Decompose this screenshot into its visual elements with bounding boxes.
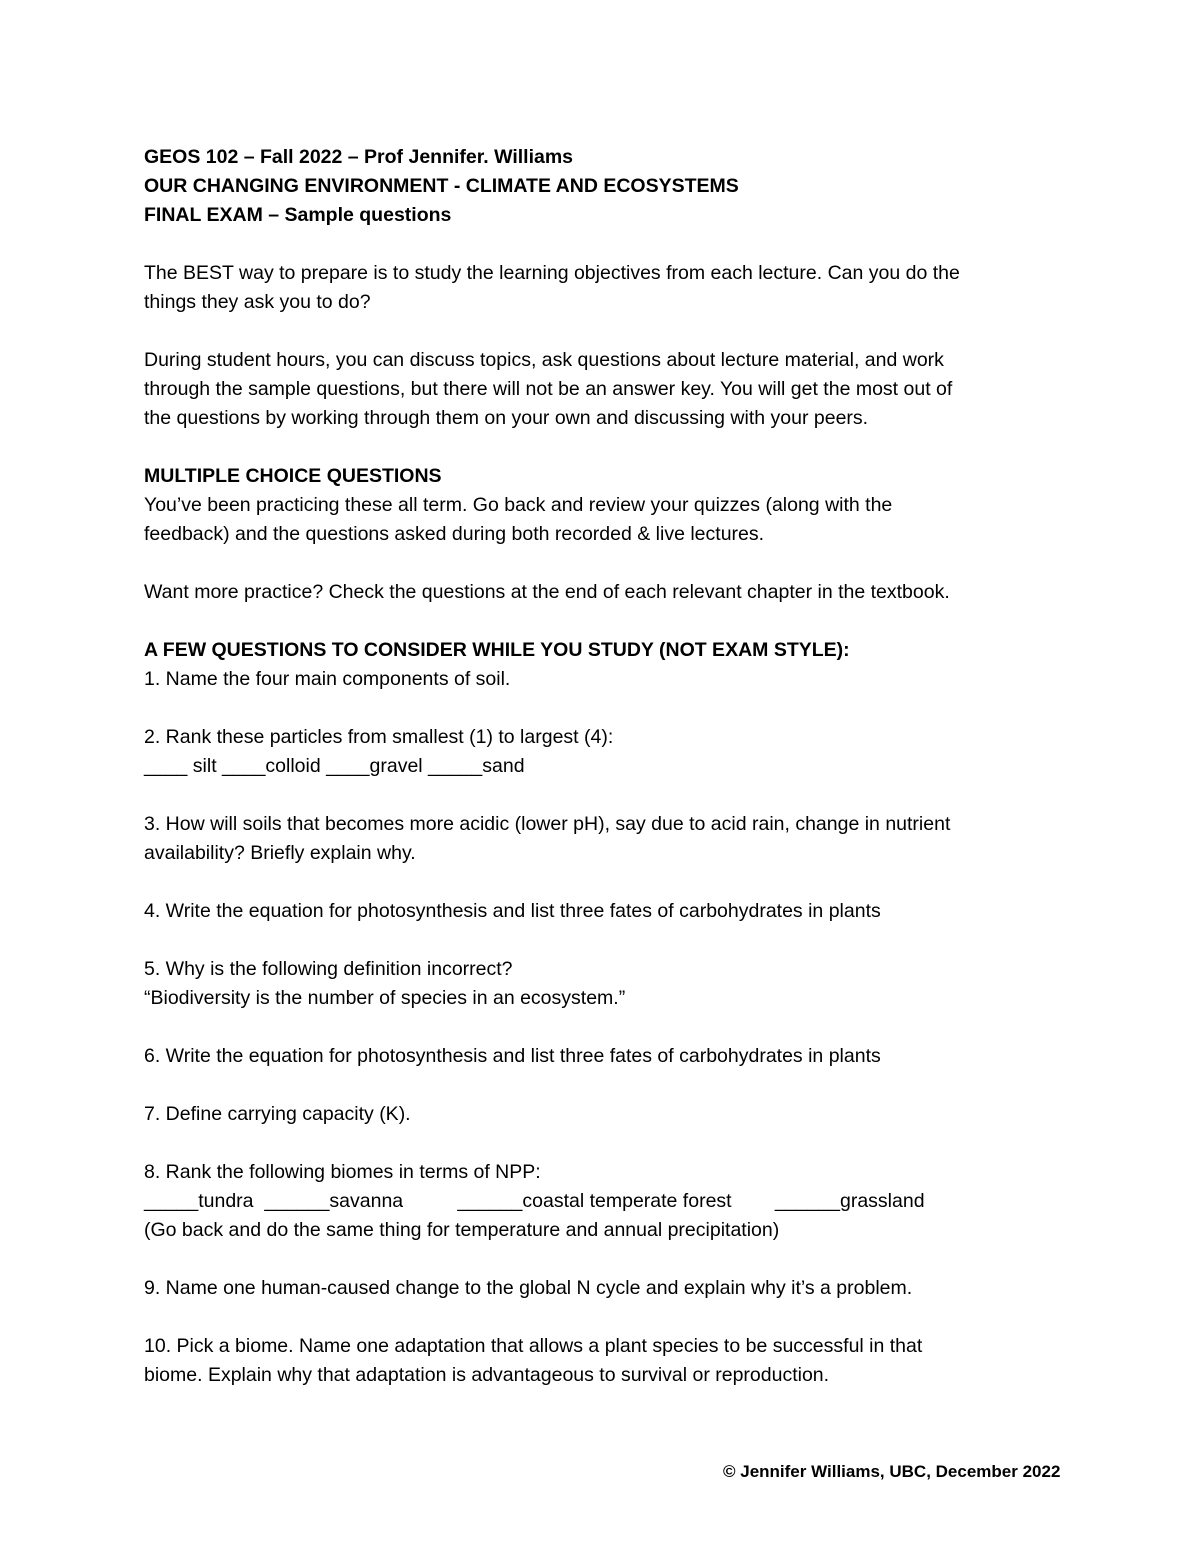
question-2-blanks: ____ silt ____colloid ____gravel _____sand	[144, 755, 525, 777]
question-1: 1. Name the four main components of soil.	[144, 668, 511, 690]
intro-line: The BEST way to prepare is to study the learning objectives from each lecture. Can you do the	[144, 262, 960, 284]
question-4: 4. Write the equation for photosynthesis and list three fates of carbohydrates in plants	[144, 900, 881, 922]
question-3: 3. How will soils that becomes more acidic (lower pH), say due to acid rain, change in nutrient	[144, 813, 951, 835]
question-3: availability? Briefly explain why.	[144, 842, 416, 864]
exam-page	[144, 143, 1074, 1390]
intro-line: through the sample questions, but there will not be an answer key. You will get the most out of	[144, 378, 953, 400]
study-questions-heading: A FEW QUESTIONS TO CONSIDER WHILE YOU STUDY (NOT EXAM STYLE):	[144, 639, 850, 661]
question-5: 5. Why is the following definition incorrect?	[144, 958, 513, 980]
question-6: 6. Write the equation for photosynthesis and list three fates of carbohydrates in plants	[144, 1045, 881, 1067]
question-9: 9. Name one human-caused change to the global N cycle and explain why it’s a problem.	[144, 1277, 913, 1299]
question-5-quote: “Biodiversity is the number of species in an ecosystem.”	[144, 987, 626, 1009]
intro-line: the questions by working through them on your own and discussing with your peers.	[144, 407, 869, 429]
multiple-choice-heading: MULTIPLE CHOICE QUESTIONS	[144, 465, 442, 487]
exam-title: FINAL EXAM – Sample questions	[144, 204, 452, 226]
question-7: 7. Define carrying capacity (K).	[144, 1103, 411, 1125]
question-2: 2. Rank these particles from smallest (1) to largest (4):	[144, 726, 614, 748]
question-8: 8. Rank the following biomes in terms of NPP:	[144, 1161, 541, 1183]
course-line: GEOS 102 – Fall 2022 – Prof Jennifer. Williams	[144, 146, 574, 168]
question-8-blanks: _____tundra ______savanna ______coastal temperate forest ______grassland	[144, 1190, 925, 1212]
course-title: OUR CHANGING ENVIRONMENT - CLIMATE AND ECOSYSTEMS	[144, 175, 739, 197]
intro-line: During student hours, you can discuss topics, ask questions about lecture material, and work	[144, 349, 944, 371]
more-practice-text: Want more practice? Check the questions at the end of each relevant chapter in the textbook.	[144, 581, 950, 603]
multiple-choice-text: You’ve been practicing these all term. Go back and review your quizzes (along with the	[144, 494, 893, 516]
copyright-footer: © Jennifer Williams, UBC, December 2022	[723, 1462, 1061, 1481]
intro-line: things they ask you to do?	[144, 291, 371, 313]
question-10: 10. Pick a biome. Name one adaptation that allows a plant species to be successful in that	[144, 1335, 923, 1357]
question-10: biome. Explain why that adaptation is advantageous to survival or reproduction.	[144, 1364, 830, 1386]
question-8-note: (Go back and do the same thing for temperature and annual precipitation)	[144, 1219, 780, 1241]
multiple-choice-text: feedback) and the questions asked during both recorded & live lectures.	[144, 523, 765, 545]
